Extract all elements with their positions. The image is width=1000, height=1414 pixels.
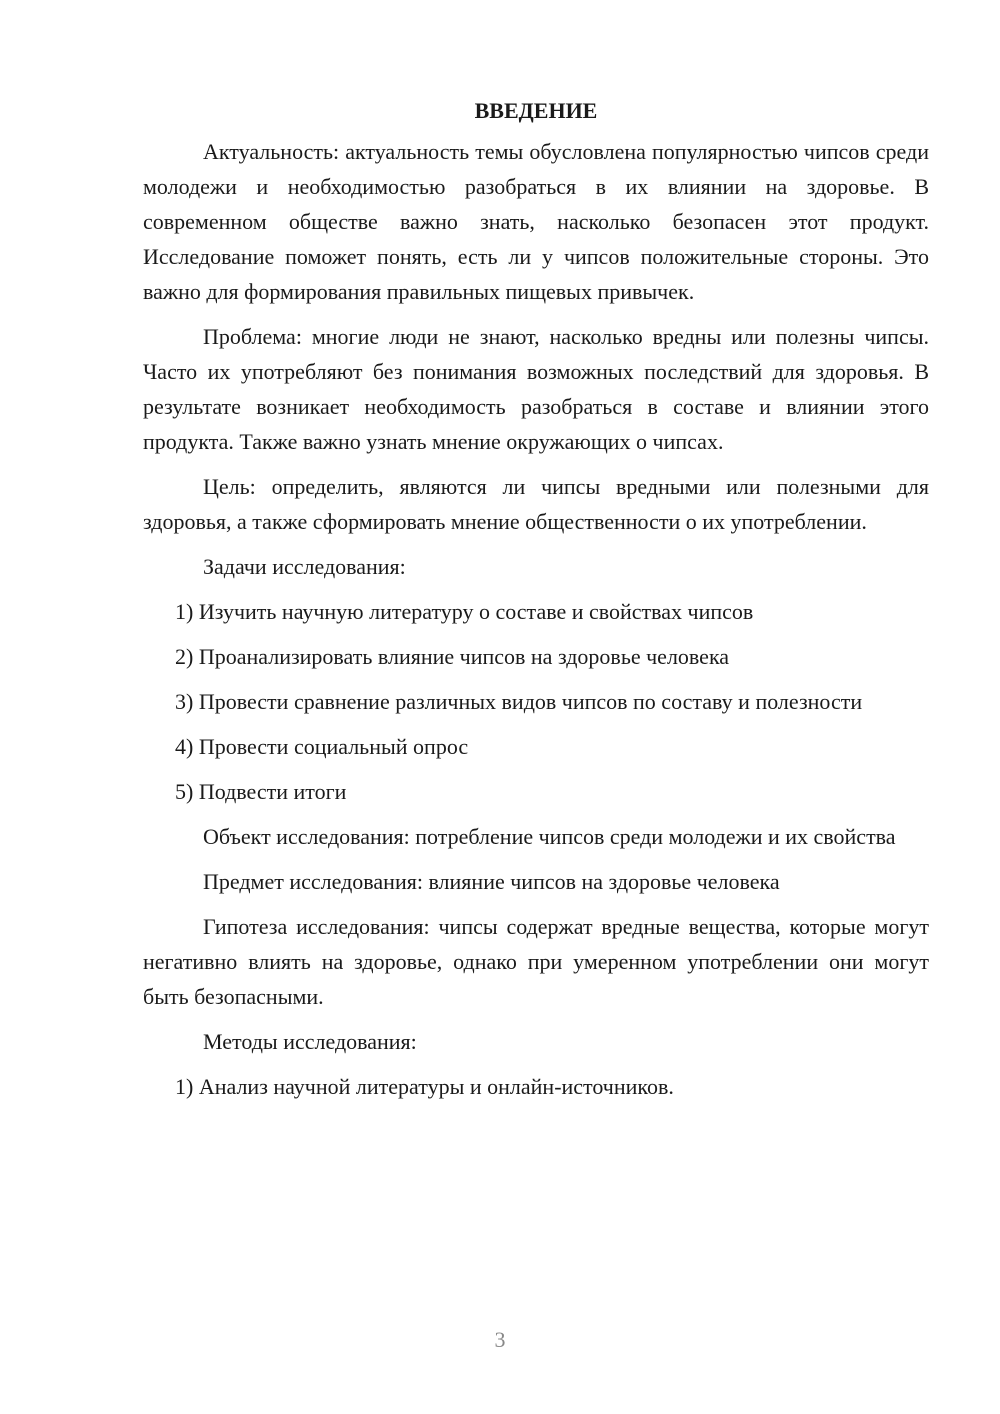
- relevance-paragraph: Актуальность: актуальность темы обусловлена популярностью чипсов среди молодежи и необходимостью разобраться в их влиянии на здоровье. В современном обществе важно знать, насколько безопасен этот продукт. Исследование поможет понять, есть ли у чипсов положительные стороны. Это важно для формирования правильных пищевых привычек.: [143, 139, 929, 304]
- object-paragraph: Объект исследования: потребление чипсов среди молодежи и их свойства: [203, 824, 896, 849]
- task-item-3: 3) Провести сравнение различных видов чипсов по составу и полезности: [175, 689, 863, 714]
- task-item-5: 5) Подвести итоги: [175, 779, 347, 804]
- hypothesis-paragraph: Гипотеза исследования: чипсы содержат вредные вещества, которые могут негативно влиять на здоровье, однако при умеренном употреблении они могут быть безопасными.: [143, 914, 929, 1009]
- task-item-2: 2) Проанализировать влияние чипсов на здоровье человека: [175, 644, 730, 669]
- document-body: [143, 95, 929, 1104]
- methods-heading: Методы исследования:: [203, 1029, 417, 1054]
- task-item-1: 1) Изучить научную литературу о составе и свойствах чипсов: [175, 599, 754, 624]
- page-number: 3: [494, 1327, 506, 1352]
- problem-paragraph: Проблема: многие люди не знают, насколько вредны или полезны чипсы. Часто их употребляют без понимания возможных последствий для здоровья. В результате возникает необходимость разобраться в составе и влиянии этого продукта. Также важно узнать мнение окружающих о чипсах.: [143, 324, 929, 454]
- section-title: ВВЕДЕНИЕ: [474, 98, 598, 123]
- tasks-heading: Задачи исследования:: [203, 554, 406, 579]
- goal-paragraph: Цель: определить, являются ли чипсы вредными или полезными для здоровья, а также сформировать мнение общественности о их употреблении.: [143, 474, 929, 534]
- subject-paragraph: Предмет исследования: влияние чипсов на здоровье человека: [203, 869, 780, 894]
- method-item-1: 1) Анализ научной литературы и онлайн-источников.: [175, 1074, 674, 1099]
- task-item-4: 4) Провести социальный опрос: [175, 734, 469, 759]
